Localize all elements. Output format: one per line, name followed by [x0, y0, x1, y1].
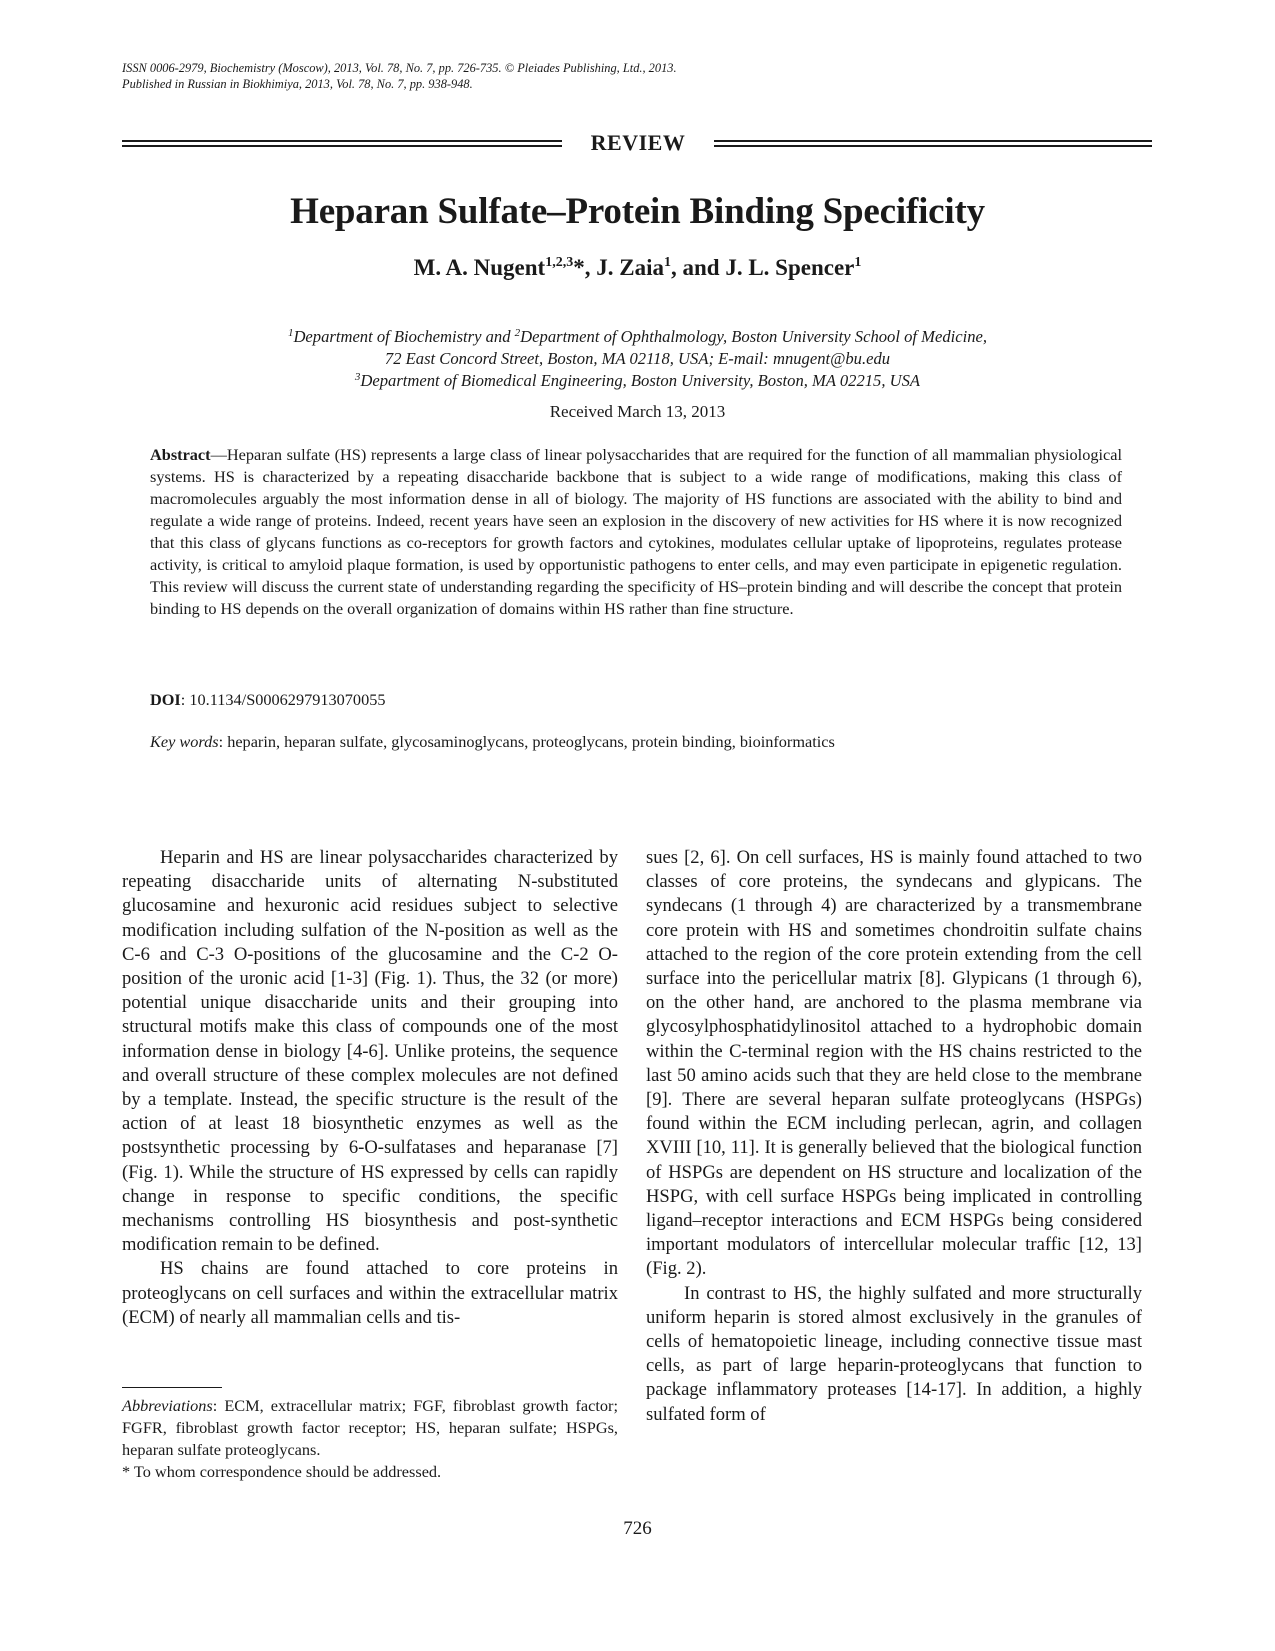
author-affiliation-sup: 1 [663, 255, 671, 270]
page-number: 726 [623, 1518, 652, 1539]
body-column-right [646, 846, 1142, 1427]
russian-publication-note: Published in Russian in Biokhimiya, 2013, Vol. 78, No. 7, pp. 938-948. [122, 77, 473, 91]
correspondence-note: * To whom correspondence should be addressed. [122, 1462, 442, 1481]
affiliation-address: 72 East Concord Street, Boston, MA 02118, USA; E-mail: mnugent@bu.edu [384, 349, 891, 368]
affiliation-sup: 2 [514, 327, 521, 339]
article-title: Heparan Sulfate–Protein Binding Specificity [290, 191, 985, 232]
body-paragraph: Heparin and HS are linear polysaccharides characterized by repeating disaccharide units of alternating N-substituted glucosamine and hexuronic acid residues subject to selective modification including sulfation of the N-position as well as the C-6 and C-3 O-positions of the glucosamine and the C-2 O-position of the uronic acid [1-3] (Fig. 1). Thus, the 32 (or more) potential unique disaccharide units and their grouping into structural motifs make this class of compounds one of the most information dense in biology [4-6]. Unlike proteins, the sequence and overall structure of these complex molecules are not defined by a template. Instead, the specific structure is the result of the action of at least 18 biosynthetic enzymes as well as the postsynthetic processing by 6-O-sulfatases and heparanase [7] (Fig. 1). While the structure of HS expressed by cells can rapidly change in response to specific conditions, the specific mechanisms controlling HS biosynthesis and post-synthetic modification remain to be defined. [122, 847, 618, 1256]
abbreviations-note [122, 1395, 618, 1461]
affiliation-text: Department of Biomedical Engineering, Boston University, Boston, MA 02215, USA [360, 371, 921, 390]
affiliation-sup: 3 [354, 371, 361, 383]
body-paragraph: sues [2, 6]. On cell surfaces, HS is mainly found attached to two classes of core proteins, the syndecans and glypicans. The syndecans (1 through 4) are characterized by a transmembrane core protein with HS and sometimes chondroitin sulfate chains attached to the region of the core protein extending from the cell surface into the pericellular matrix [8]. Glypicans (1 through 6), on the other hand, are anchored to the plasma membrane via glycosylphosphatidylinositol attached to a hydrophobic domain within the C-terminal region with the HS chains restricted to the last 50 amino acids such that they are held close to the membrane [9]. There are several heparan sulfate proteoglycans (HSPGs) found within the ECM including perlecan, agrin, and collagen XVIII [10, 11]. It is generally believed that the biological function of HSPGs are dependent on HS structure and localization of the HSPG, with cell surface HSPGs being implicated in controlling ligand–receptor interactions and ECM HSPGs being considered important modulators of intercellular molecular traffic [12, 13] (Fig. 2). [646, 847, 1142, 1280]
received-date: Received March 13, 2013 [549, 402, 726, 421]
footnotes [122, 1395, 618, 1483]
abstract [150, 444, 1122, 620]
corresponding-mark: *, [573, 255, 591, 280]
keywords-line [150, 732, 835, 752]
author-name: J. L. Spencer [719, 255, 855, 280]
abbreviations-text: : ECM, extracellular matrix; FGF, fibroblast growth factor; FGFR, fibroblast growth factor receptor; HS, heparan sulfate; HSPGs, heparan sulfate proteoglycans. [122, 1396, 618, 1459]
doi-line [150, 690, 386, 710]
abstract-label: Abstract [150, 445, 211, 464]
author-separator: , and [670, 255, 720, 280]
body-paragraph: HS chains are found attached to core proteins in proteoglycans on cell surfaces and within the extracellular matrix (ECM) of nearly all mammalian cells and tis- [122, 1258, 618, 1328]
banner-rule-right [714, 140, 1152, 147]
journal-citation: ISSN 0006-2979, Biochemistry (Moscow), 2013, Vol. 78, No. 7, pp. 726-735. © Pleiades Publishing, Ltd., 2013. [122, 61, 677, 75]
footnote-divider [122, 1387, 222, 1388]
keywords-label: Key words [150, 732, 219, 751]
affiliations [0, 326, 1275, 392]
affiliation-line [0, 326, 1275, 348]
author-name: M. A. Nugent [413, 255, 546, 280]
author-affiliation-sup: 1,2,3 [545, 255, 574, 270]
author-affiliation-sup: 1 [854, 255, 862, 270]
journal-header [122, 60, 1122, 92]
author-list [0, 255, 1275, 281]
section-label: REVIEW [590, 130, 686, 155]
abbreviations-label: Abbreviations [122, 1396, 213, 1415]
author-name: J. Zaia [590, 255, 664, 280]
affiliation-text: Department of Ophthalmology, Boston University School of Medicine, [520, 327, 988, 346]
affiliation-text: Department of Biochemistry and [293, 327, 515, 346]
affiliation-line [0, 370, 1275, 392]
banner-rule-left [122, 140, 562, 147]
keywords-text: : heparin, heparan sulfate, glycosaminoglycans, proteoglycans, protein binding, bioinformatics [218, 732, 835, 751]
doi-label: DOI [150, 690, 181, 709]
doi-link[interactable]: : 10.1134/S0006297913070055 [180, 690, 386, 709]
body-paragraph: In contrast to HS, the highly sulfated and more structurally uniform heparin is stored almost exclusively in the granules of cells of hematopoietic lineage, including connective tissue mast cells, as part of large heparin-proteoglycans that function to package inflammatory proteases [14-17]. In addition, a highly sulfated form of [646, 1282, 1142, 1425]
affiliation-sup: 1 [287, 327, 294, 339]
section-banner [122, 132, 1152, 156]
abstract-text: —Heparan sulfate (HS) represents a large class of linear polysaccharides that are required for the function of all mammalian physiological systems. HS is characterized by a repeating disaccharide backbone that is subject to a wide range of modifications, making this class of macromolecules arguably the most information dense in all of biology. The majority of HS functions are associated with the ability to bind and regulate a wide range of proteins. Indeed, recent years have seen an explosion in the discovery of new activities for HS where it is now recognized that this class of glycans functions as co-receptors for growth factors and cytokines, modulates cellular uptake of lipoproteins, regulates protease activity, is critical to amyloid plaque formation, is used by opportunistic pathogens to enter cells, and may even participate in epigenetic regulation. This review will discuss the current state of understanding regarding the specificity of HS–protein binding and will describe the concept that protein binding to HS depends on the overall organization of domains within HS rather than fine structure. [150, 445, 1122, 618]
body-column-left [122, 846, 618, 1330]
